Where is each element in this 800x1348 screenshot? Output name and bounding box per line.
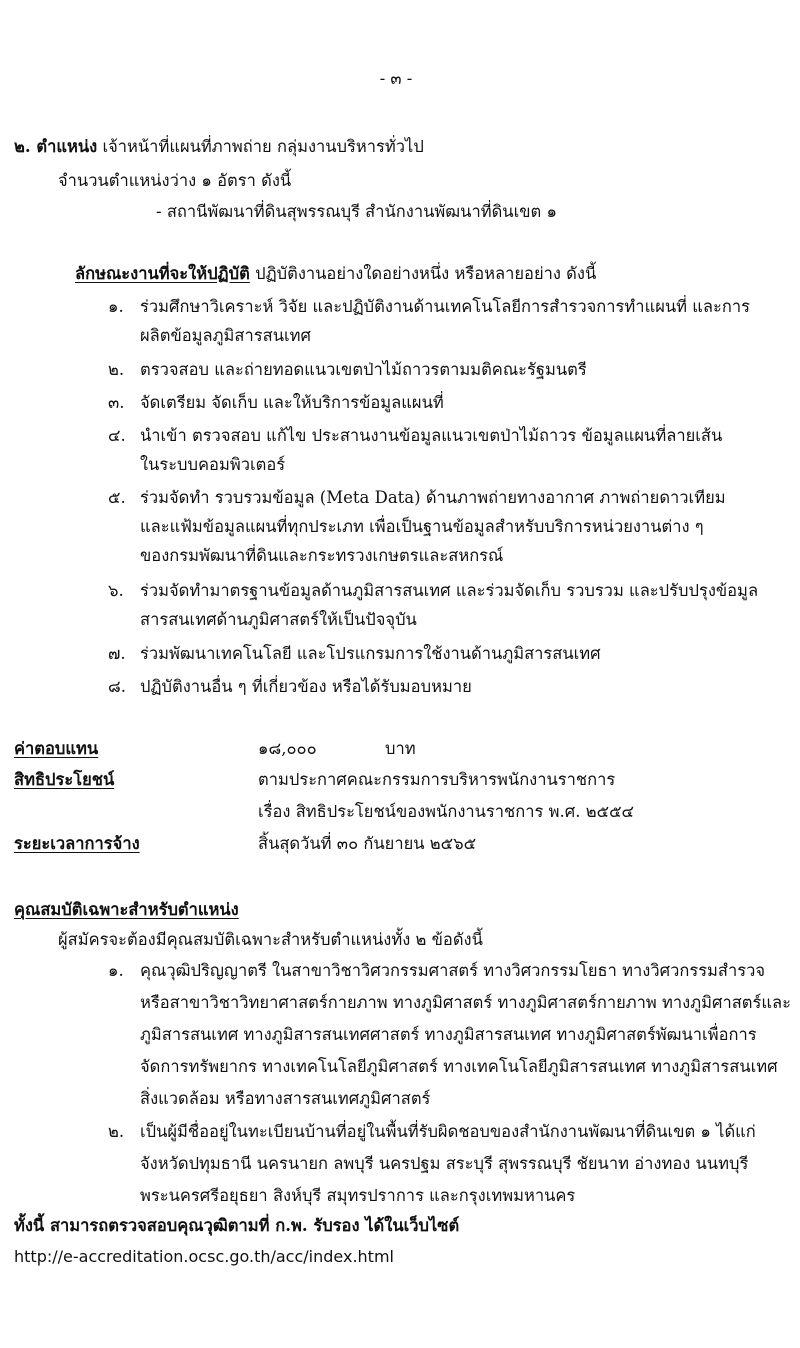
qualification-text: เป็นผู้มีชื่ออยู่ในทะเบียนบ้านที่อยู่ในพื้นที่รับผิดชอบของสำนักงานพัฒนาที่ดินเขต ๑ ได้แก่	[140, 1122, 756, 1141]
duty-number: ๗.	[108, 644, 126, 663]
duty-text: ร่วมจัดทำมาตรฐานข้อมูลด้านภูมิสารสนเทศ และร่วมจัดเก็บ รวบรวม และปรับปรุงข้อมูล	[140, 581, 759, 600]
duty-text: ในระบบคอมพิวเตอร์	[140, 455, 286, 474]
duty-number: ๔.	[108, 426, 126, 445]
qualifications-intro: ผู้สมัครจะต้องมีคุณสมบัติเฉพาะสำหรับตำแหน่งทั้ง ๒ ข้อดังนี้	[58, 930, 483, 949]
position-number-label: ๒. ตำแหน่ง	[14, 137, 98, 156]
employment-period-label: ระยะเวลาการจ้าง	[14, 834, 140, 853]
qualification-text: หรือสาขาวิชาวิทยาศาสตร์กายภาพ ทางภูมิศาสตร์ ทางภูมิศาสตร์กายภาพ ทางภูมิศาสตร์และ	[140, 993, 791, 1012]
duty-number: ๒.	[108, 360, 125, 379]
duty-text: ของกรมพัฒนาที่ดินและกระทรวงเกษตรและสหกรณ์	[140, 546, 504, 565]
duty-number: ๓.	[108, 393, 125, 412]
duty-text: ร่วมจัดทำ รวบรวมข้อมูล (Meta Data) ด้านภาพถ่ายทางอากาศ ภาพถ่ายดาวเทียม	[140, 488, 726, 507]
office-location: - สถานีพัฒนาที่ดินสุพรรณบุรี สำนักงานพัฒนาที่ดินเขต ๑	[156, 202, 557, 221]
qualifications-heading: คุณสมบัติเฉพาะสำหรับตำแหน่ง	[14, 900, 239, 919]
qualification-text: พระนครศรีอยุธยา สิงห์บุรี สมุทรปราการ และกรุงเทพมหานคร	[140, 1186, 576, 1205]
page-number: - ๓ -	[379, 69, 413, 88]
qualification-number: ๒.	[108, 1122, 125, 1141]
duty-text: จัดเตรียม จัดเก็บ และให้บริการข้อมูลแผนที่	[140, 393, 444, 412]
duty-text: ปฏิบัติงานอื่น ๆ ที่เกี่ยวข้อง หรือได้รับมอบหมาย	[140, 677, 472, 696]
duties-heading-line	[75, 261, 596, 287]
qualification-text: ภูมิสารสนเทศ ทางภูมิสารสนเทศศาสตร์ ทางภูมิสารสนเทศ ทางภูมิศาสตร์พัฒนาเพื่อการ	[140, 1025, 757, 1044]
qualification-text: จังหวัดปทุมธานี นครนายก ลพบุรี นครปฐม สระบุรี สุพรรณบุรี ชัยนาท อ่างทอง นนทบุรี	[140, 1154, 749, 1173]
qualification-text: จัดการทรัพยากร ทางเทคโนโลยีภูมิศาสตร์ ทางเทคโนโลยีภูมิสารสนเทศ ทางภูมิสารสนเทศ	[140, 1057, 778, 1076]
employment-period-value: สิ้นสุดวันที่ ๓๐ กันยายน ๒๕๖๕	[258, 834, 477, 853]
position-heading	[14, 134, 424, 160]
duty-number: ๑.	[108, 297, 124, 316]
benefits-line-2: เรื่อง สิทธิประโยชน์ของพนักงานราชการ พ.ศ. ๒๕๕๔	[258, 802, 635, 821]
duty-text: และแฟ้มข้อมูลแผนที่ทุกประเภท เพื่อเป็นฐานข้อมูลสำหรับบริการหน่วยงานต่าง ๆ	[140, 517, 704, 536]
duty-text: ผลิตข้อมูลภูมิสารสนเทศ	[140, 326, 311, 345]
position-title: เจ้าหน้าที่แผนที่ภาพถ่าย กลุ่มงานบริหารทั่วไป	[102, 137, 424, 156]
duty-number: ๖.	[108, 581, 124, 600]
benefits-label: สิทธิประโยชน์	[14, 770, 115, 789]
compensation-unit: บาท	[385, 739, 416, 758]
duty-number: ๕.	[108, 488, 126, 507]
duty-text: ร่วมศึกษาวิเคราะห์ วิจัย และปฏิบัติงานด้านเทคโนโลยีการสำรวจการทำแผนที่ และการ	[140, 297, 750, 316]
duties-intro: ปฏิบัติงานอย่างใดอย่างหนึ่ง หรือหลายอย่าง ดังนี้	[255, 264, 597, 283]
compensation-label: ค่าตอบแทน	[14, 739, 99, 758]
vacancy-count: จำนวนตำแหน่งว่าง ๑ อัตรา ดังนี้	[58, 171, 292, 190]
compensation-amount: ๑๘,๐๐๐	[258, 739, 317, 758]
accreditation-url[interactable]: http://e-accreditation.ocsc.go.th/acc/index.html	[14, 1247, 394, 1266]
qualification-text: สิ่งแวดล้อม หรือทางสารสนเทศภูมิศาสตร์	[140, 1089, 431, 1108]
duties-heading: ลักษณะงานที่จะให้ปฏิบัติ	[75, 264, 250, 283]
duty-text: ร่วมพัฒนาเทคโนโลยี และโปรแกรมการใช้งานด้านภูมิสารสนเทศ	[140, 644, 601, 663]
verification-note: ทั้งนี้ สามารถตรวจสอบคุณวุฒิตามที่ ก.พ. รับรอง ได้ในเว็บไซต์	[14, 1216, 460, 1235]
benefits-line-1: ตามประกาศคณะกรรมการบริหารพนักงานราชการ	[258, 770, 616, 789]
duty-number: ๘.	[108, 677, 126, 696]
duty-text: นำเข้า ตรวจสอบ แก้ไข ประสานงานข้อมูลแนวเขตป่าไม้ถาวร ข้อมูลแผนที่ลายเส้น	[140, 426, 723, 445]
qualification-number: ๑.	[108, 961, 124, 980]
duty-text: ตรวจสอบ และถ่ายทอดแนวเขตป่าไม้ถาวรตามมติคณะรัฐมนตรี	[140, 360, 587, 379]
duty-text: สารสนเทศด้านภูมิศาสตร์ให้เป็นปัจจุบัน	[140, 610, 417, 629]
qualification-text: คุณวุฒิปริญญาตรี ในสาขาวิชาวิศวกรรมศาสตร์ ทางวิศวกรรมโยธา ทางวิศวกรรมสำรวจ	[140, 961, 766, 980]
